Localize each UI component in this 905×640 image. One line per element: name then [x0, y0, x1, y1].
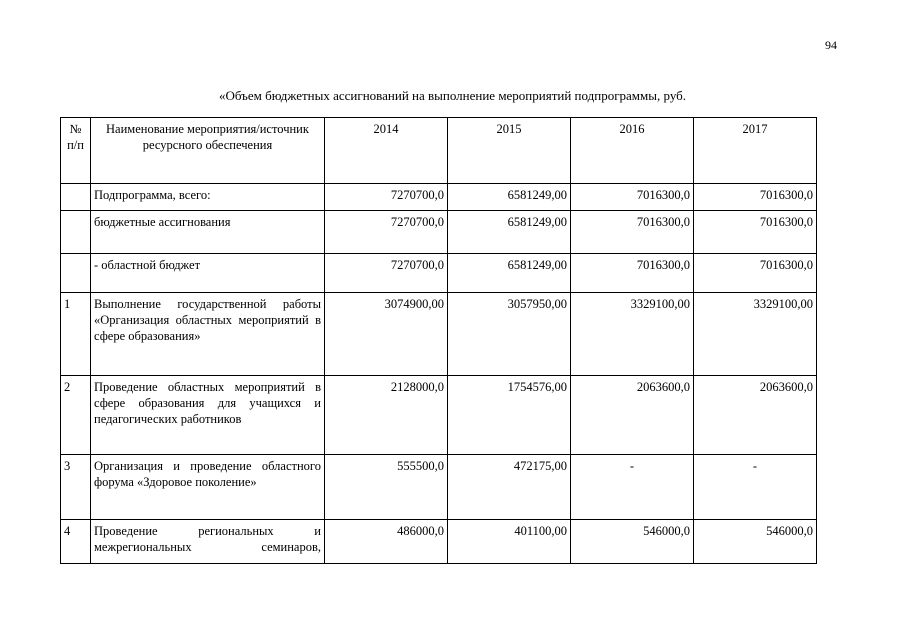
row-value: 7016300,0 — [694, 254, 817, 293]
row-name: - областной бюджет — [91, 254, 325, 293]
row-value: 3329100,00 — [571, 293, 694, 376]
row-value: 472175,00 — [448, 455, 571, 520]
row-value: 486000,0 — [325, 520, 448, 564]
document-title: «Объем бюджетных ассигнований на выполнение мероприятий подпрограммы, руб. — [218, 88, 687, 103]
row-value: 7270700,0 — [325, 254, 448, 293]
row-value: 7016300,0 — [694, 184, 817, 211]
row-num — [61, 211, 91, 254]
table-row — [61, 520, 817, 564]
row-value: 7016300,0 — [694, 211, 817, 254]
page-number: 94 — [825, 38, 837, 52]
row-value: 6581249,00 — [448, 184, 571, 211]
row-value: 6581249,00 — [448, 254, 571, 293]
row-name: бюджетные ассигнования — [91, 211, 325, 254]
row-num — [61, 254, 91, 293]
row-value: 3074900,00 — [325, 293, 448, 376]
table-row — [61, 254, 817, 293]
row-name: Проведение региональных и межрегиональных семинаров, — [91, 520, 325, 564]
row-name: Подпрограмма, всего: — [91, 184, 325, 211]
row-value: 2128000,0 — [325, 376, 448, 455]
row-value: 7270700,0 — [325, 184, 448, 211]
header-year: 2016 — [571, 118, 694, 184]
header-num: № п/п — [61, 118, 91, 184]
row-value: 7016300,0 — [571, 184, 694, 211]
row-num — [61, 184, 91, 211]
table-row — [61, 211, 817, 254]
row-value: - — [694, 455, 817, 520]
table-row — [61, 376, 817, 455]
row-value: 3329100,00 — [694, 293, 817, 376]
header-year: 2017 — [694, 118, 817, 184]
row-name: Проведение областных мероприятий в сфере образования для учащихся и педагогических работников — [91, 376, 325, 455]
row-num: 4 — [61, 520, 91, 564]
header-name: Наименование мероприятия/источник ресурсного обеспечения — [91, 118, 325, 184]
header-year: 2015 — [448, 118, 571, 184]
row-value: 401100,00 — [448, 520, 571, 564]
table-row — [61, 455, 817, 520]
row-name: Выполнение государственной работы «Организация областных мероприятий в сфере образования» — [91, 293, 325, 376]
row-value: - — [571, 455, 694, 520]
row-value: 2063600,0 — [694, 376, 817, 455]
row-value: 7270700,0 — [325, 211, 448, 254]
row-num: 2 — [61, 376, 91, 455]
table-row — [61, 184, 817, 211]
budget-table — [60, 117, 817, 564]
row-value: 6581249,00 — [448, 211, 571, 254]
row-value: 7016300,0 — [571, 211, 694, 254]
row-value: 546000,0 — [571, 520, 694, 564]
row-value: 7016300,0 — [571, 254, 694, 293]
row-name: Организация и проведение областного форума «Здоровое поколение» — [91, 455, 325, 520]
row-num: 1 — [61, 293, 91, 376]
table-row — [61, 293, 817, 376]
table-header-row — [61, 118, 817, 184]
row-value: 1754576,00 — [448, 376, 571, 455]
header-year: 2014 — [325, 118, 448, 184]
row-value: 546000,0 — [694, 520, 817, 564]
row-num: 3 — [61, 455, 91, 520]
row-value: 2063600,0 — [571, 376, 694, 455]
row-value: 3057950,00 — [448, 293, 571, 376]
row-value: 555500,0 — [325, 455, 448, 520]
